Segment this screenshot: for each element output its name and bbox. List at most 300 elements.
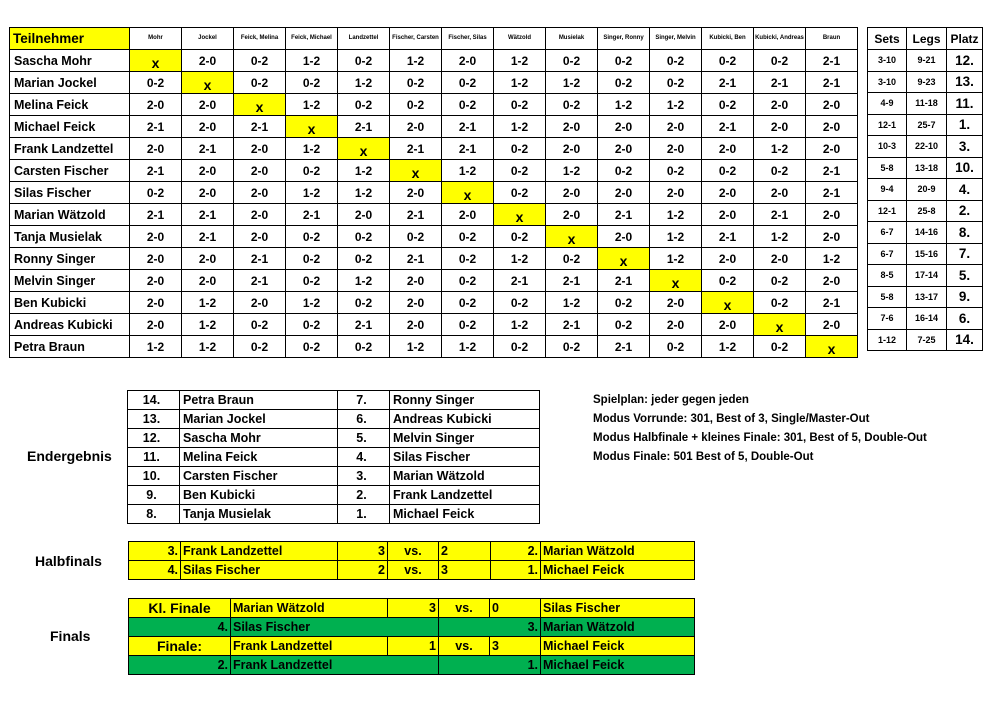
score-cell: 1-2 — [754, 138, 806, 160]
score-cell: 0-2 — [442, 248, 494, 270]
score-cell: 2-0 — [806, 204, 858, 226]
score-cell: 0-2 — [338, 50, 390, 72]
vs-label: vs. — [439, 599, 490, 618]
score-cell: 2-0 — [130, 292, 182, 314]
score-cell: 0-2 — [234, 314, 286, 336]
score-cell: 0-2 — [286, 270, 338, 292]
score-cell: 2-1 — [338, 116, 390, 138]
score-cell: 2-0 — [130, 226, 182, 248]
sets-cell: 10-3 — [868, 136, 907, 158]
column-header: Fischer, Silas — [442, 28, 494, 50]
stats-row — [868, 71, 983, 93]
halbfinal-row — [129, 561, 695, 580]
table-row — [10, 160, 858, 182]
player-name: Ronny Singer — [10, 248, 130, 270]
player-name: Michael Feick — [541, 656, 695, 675]
score-cell: 2-1 — [234, 270, 286, 292]
score-cell: 0-2 — [650, 72, 702, 94]
score-cell: 0-2 — [546, 94, 598, 116]
score-cell: 0-2 — [494, 292, 546, 314]
score-cell: 0-2 — [754, 50, 806, 72]
player-name: Silas Fischer — [181, 561, 338, 580]
column-header: Feick, Melina — [234, 28, 286, 50]
score-cell: 2-1 — [338, 314, 390, 336]
table-row — [10, 314, 858, 336]
stats-row — [868, 222, 983, 244]
score-cell: 2-1 — [130, 204, 182, 226]
score-cell: 0-2 — [754, 160, 806, 182]
player-name: Marian Wätzold — [390, 467, 540, 486]
player-name: Marian Wätzold — [231, 599, 388, 618]
score: 2 — [338, 561, 388, 580]
score-cell: 2-0 — [442, 204, 494, 226]
score-cell: 0-2 — [546, 50, 598, 72]
player-name: Carsten Fischer — [10, 160, 130, 182]
rank: 3. — [439, 618, 541, 637]
self-match-cell: x — [130, 50, 182, 72]
score-cell: 0-2 — [650, 336, 702, 358]
platz-cell: 11. — [947, 93, 983, 115]
score-cell: 2-0 — [390, 270, 442, 292]
rank: 13. — [128, 410, 180, 429]
score-cell: 2-1 — [182, 204, 234, 226]
score-cell: 0-2 — [442, 72, 494, 94]
score-cell: 2-1 — [806, 72, 858, 94]
player-name: Petra Braun — [10, 336, 130, 358]
score-cell: 0-2 — [338, 248, 390, 270]
score-cell: 1-2 — [338, 160, 390, 182]
sets-cell: 6-7 — [868, 243, 907, 265]
player-name: Andreas Kubicki — [10, 314, 130, 336]
score-cell: 2-0 — [650, 292, 702, 314]
score-cell: 2-0 — [754, 182, 806, 204]
table-row — [10, 50, 858, 72]
player-name: Melina Feick — [180, 448, 338, 467]
table-row — [10, 270, 858, 292]
sets-cell: 12-1 — [868, 200, 907, 222]
seed: 4. — [129, 561, 181, 580]
score-cell: 0-2 — [598, 292, 650, 314]
player-name: Marian Wätzold — [541, 542, 695, 561]
sets-cell: 3-10 — [868, 71, 907, 93]
score-cell: 1-2 — [546, 160, 598, 182]
score-cell: 0-2 — [598, 314, 650, 336]
info-line: Spielplan: jeder gegen jeden — [593, 394, 749, 406]
rank: 4. — [338, 448, 390, 467]
player-name: Ben Kubicki — [180, 486, 338, 505]
seed: 3. — [129, 542, 181, 561]
score-cell: 0-2 — [286, 226, 338, 248]
kl-finale-row — [129, 599, 695, 618]
score: 3 — [338, 542, 388, 561]
column-header: Fischer, Carsten — [390, 28, 442, 50]
score-cell: 0-2 — [442, 314, 494, 336]
seed: 2. — [491, 542, 541, 561]
legs-cell: 9-21 — [907, 50, 947, 72]
legs-cell: 9-23 — [907, 71, 947, 93]
score-cell: 0-2 — [494, 94, 546, 116]
self-match-cell: x — [494, 204, 546, 226]
finale-title: Finale: — [129, 637, 231, 656]
score-cell: 2-0 — [806, 138, 858, 160]
column-header: Braun — [806, 28, 858, 50]
column-header: Feick, Michael — [286, 28, 338, 50]
score-cell: 1-2 — [494, 248, 546, 270]
score-cell: 1-2 — [650, 204, 702, 226]
info-line: Modus Halbfinale + kleines Finale: 301, Best of 5, Double-Out — [593, 432, 927, 444]
score-cell: 1-2 — [286, 138, 338, 160]
score-cell: 1-2 — [130, 336, 182, 358]
self-match-cell: x — [286, 116, 338, 138]
round-robin-table — [9, 27, 858, 358]
self-match-cell: x — [234, 94, 286, 116]
column-header: Musielak — [546, 28, 598, 50]
column-header: Kubicki, Ben — [702, 28, 754, 50]
score-cell: 0-2 — [702, 94, 754, 116]
platz-cell: 12. — [947, 50, 983, 72]
player-name: Carsten Fischer — [180, 467, 338, 486]
score-cell: 2-0 — [182, 248, 234, 270]
score-cell: 2-1 — [598, 336, 650, 358]
score-cell: 2-0 — [338, 204, 390, 226]
player-name: Michael Feick — [541, 561, 695, 580]
teilnehmer-header: Teilnehmer — [10, 28, 130, 50]
score-cell: 0-2 — [702, 50, 754, 72]
score-cell: 1-2 — [442, 160, 494, 182]
score-cell: 0-2 — [130, 182, 182, 204]
player-name: Frank Landzettel — [390, 486, 540, 505]
score-cell: 2-1 — [546, 270, 598, 292]
platz-cell: 10. — [947, 157, 983, 179]
score-cell: 0-2 — [286, 248, 338, 270]
stats-row — [868, 179, 983, 201]
score-cell: 2-0 — [806, 94, 858, 116]
stats-row — [868, 329, 983, 351]
score-cell: 0-2 — [234, 336, 286, 358]
self-match-cell: x — [754, 314, 806, 336]
score-cell: 2-1 — [182, 226, 234, 248]
score-cell: 1-2 — [338, 72, 390, 94]
table-row — [10, 116, 858, 138]
score-cell: 2-0 — [234, 182, 286, 204]
score-cell: 2-0 — [650, 182, 702, 204]
finale-result-row — [129, 656, 695, 675]
ranking-row — [128, 505, 540, 524]
score-cell: 2-0 — [442, 50, 494, 72]
rank: 3. — [338, 467, 390, 486]
table-row — [10, 226, 858, 248]
sets-cell: 3-10 — [868, 50, 907, 72]
ranking-row — [128, 486, 540, 505]
legs-cell: 7-25 — [907, 329, 947, 351]
score-cell: 1-2 — [650, 226, 702, 248]
player-name: Michael Feick — [10, 116, 130, 138]
score-cell: 2-1 — [806, 182, 858, 204]
score-cell: 2-0 — [234, 138, 286, 160]
score-cell: 1-2 — [338, 182, 390, 204]
score-cell: 0-2 — [286, 72, 338, 94]
score-cell: 0-2 — [598, 160, 650, 182]
kl-finale-title: Kl. Finale — [129, 599, 231, 618]
score-cell: 2-0 — [390, 116, 442, 138]
score-cell: 1-2 — [286, 50, 338, 72]
score-cell: 0-2 — [286, 160, 338, 182]
stats-row — [868, 243, 983, 265]
score-cell: 1-2 — [494, 116, 546, 138]
score-cell: 2-0 — [182, 50, 234, 72]
table-row — [10, 248, 858, 270]
table-row — [10, 72, 858, 94]
score-cell: 1-2 — [286, 292, 338, 314]
sets-cell: 8-5 — [868, 265, 907, 287]
score-cell: 2-0 — [130, 248, 182, 270]
stats-row — [868, 286, 983, 308]
score-cell: 2-0 — [702, 248, 754, 270]
column-header: Singer, Melvin — [650, 28, 702, 50]
score-cell: 2-0 — [182, 270, 234, 292]
score-cell: 2-0 — [806, 314, 858, 336]
platz-cell: 1. — [947, 114, 983, 136]
self-match-cell: x — [806, 336, 858, 358]
finals-table — [128, 598, 695, 675]
table-row — [10, 204, 858, 226]
vs-label: vs. — [439, 637, 490, 656]
final-ranking-table — [127, 390, 540, 524]
kl-finale-result-row — [129, 618, 695, 637]
score-cell: 2-0 — [390, 182, 442, 204]
player-name: Frank Landzettel — [10, 138, 130, 160]
score-cell: 2-1 — [598, 270, 650, 292]
score-cell: 0-2 — [754, 270, 806, 292]
score-cell: 2-0 — [546, 182, 598, 204]
platz-cell: 5. — [947, 265, 983, 287]
score-cell: 2-1 — [754, 204, 806, 226]
score-cell: 2-0 — [182, 160, 234, 182]
score-cell: 2-1 — [390, 204, 442, 226]
score-cell: 2-0 — [754, 116, 806, 138]
sets-cell: 5-8 — [868, 157, 907, 179]
self-match-cell: x — [702, 292, 754, 314]
score-cell: 2-1 — [546, 314, 598, 336]
score-cell: 2-0 — [234, 204, 286, 226]
score-cell: 1-2 — [494, 50, 546, 72]
player-name: Marian Wätzold — [10, 204, 130, 226]
halbfinal-row — [129, 542, 695, 561]
score-cell: 2-0 — [546, 204, 598, 226]
score-cell: 2-0 — [182, 94, 234, 116]
score-cell: 2-0 — [598, 116, 650, 138]
player-name: Michael Feick — [541, 637, 695, 656]
score-cell: 2-1 — [390, 138, 442, 160]
legs-cell: 17-14 — [907, 265, 947, 287]
rank: 4. — [129, 618, 231, 637]
rank: 2. — [338, 486, 390, 505]
sets-cell: 5-8 — [868, 286, 907, 308]
platz-cell: 7. — [947, 243, 983, 265]
score-cell: 0-2 — [442, 226, 494, 248]
score-cell: 2-1 — [130, 160, 182, 182]
score-cell: 0-2 — [390, 226, 442, 248]
ranking-row — [128, 467, 540, 486]
stats-row — [868, 157, 983, 179]
player-name: Melvin Singer — [10, 270, 130, 292]
score-cell: 1-2 — [702, 336, 754, 358]
info-line: Modus Vorrunde: 301, Best of 3, Single/Master-Out — [593, 413, 870, 425]
stats-header: Sets — [868, 28, 907, 50]
score-cell: 0-2 — [702, 270, 754, 292]
score-cell: 0-2 — [494, 182, 546, 204]
score-cell: 2-0 — [390, 292, 442, 314]
player-name: Marian Jockel — [10, 72, 130, 94]
stats-table — [867, 27, 983, 351]
score-cell: 0-2 — [442, 292, 494, 314]
column-header: Kubicki, Andreas — [754, 28, 806, 50]
player-name: Silas Fischer — [10, 182, 130, 204]
score: 3 — [490, 637, 541, 656]
score: 1 — [388, 637, 439, 656]
ranking-row — [128, 391, 540, 410]
halbfinals-table — [128, 541, 695, 580]
score-cell: 2-1 — [702, 116, 754, 138]
score-cell: 2-1 — [754, 72, 806, 94]
rank: 12. — [128, 429, 180, 448]
legs-cell: 25-7 — [907, 114, 947, 136]
self-match-cell: x — [338, 138, 390, 160]
score-cell: 0-2 — [754, 292, 806, 314]
rank: 6. — [338, 410, 390, 429]
legs-cell: 15-16 — [907, 243, 947, 265]
score-cell: 0-2 — [494, 336, 546, 358]
rank: 2. — [129, 656, 231, 675]
player-name: Silas Fischer — [231, 618, 439, 637]
score-cell: 2-0 — [182, 116, 234, 138]
score-cell: 1-2 — [286, 94, 338, 116]
score-cell: 2-1 — [806, 160, 858, 182]
player-name: Ben Kubicki — [10, 292, 130, 314]
score-cell: 0-2 — [338, 336, 390, 358]
stats-header: Legs — [907, 28, 947, 50]
score-cell: 2-0 — [754, 94, 806, 116]
score-cell: 1-2 — [390, 336, 442, 358]
stats-row — [868, 200, 983, 222]
score-cell: 0-2 — [598, 72, 650, 94]
score-cell: 2-0 — [806, 226, 858, 248]
legs-cell: 14-16 — [907, 222, 947, 244]
player-name: Marian Wätzold — [541, 618, 695, 637]
table-row — [10, 94, 858, 116]
finals-label: Finals — [50, 628, 91, 644]
score-cell: 0-2 — [286, 314, 338, 336]
score-cell: 0-2 — [494, 160, 546, 182]
sets-cell: 12-1 — [868, 114, 907, 136]
sets-cell: 9-4 — [868, 179, 907, 201]
score-cell: 2-1 — [130, 116, 182, 138]
rank: 10. — [128, 467, 180, 486]
score-cell: 1-2 — [182, 336, 234, 358]
score-cell: 1-2 — [338, 270, 390, 292]
player-name: Marian Jockel — [180, 410, 338, 429]
stats-row — [868, 50, 983, 72]
rank: 7. — [338, 391, 390, 410]
score-cell: 2-0 — [806, 116, 858, 138]
score-cell: 2-0 — [390, 314, 442, 336]
score-cell: 2-1 — [442, 116, 494, 138]
player-name: Petra Braun — [180, 391, 338, 410]
stats-row — [868, 114, 983, 136]
ranking-row — [128, 448, 540, 467]
sets-cell: 7-6 — [868, 308, 907, 330]
self-match-cell: x — [650, 270, 702, 292]
player-name: Tanja Musielak — [180, 505, 338, 524]
score-cell: 0-2 — [286, 336, 338, 358]
score: 3 — [439, 561, 491, 580]
table-row — [10, 138, 858, 160]
score-cell: 2-0 — [546, 116, 598, 138]
rank: 1. — [338, 505, 390, 524]
legs-cell: 13-18 — [907, 157, 947, 179]
score-cell: 2-0 — [130, 94, 182, 116]
score-cell: 2-0 — [234, 160, 286, 182]
score-cell: 0-2 — [234, 72, 286, 94]
seed: 1. — [491, 561, 541, 580]
score-cell: 2-1 — [702, 226, 754, 248]
rank: 14. — [128, 391, 180, 410]
sets-cell: 4-9 — [868, 93, 907, 115]
score-cell: 0-2 — [598, 50, 650, 72]
score-cell: 2-0 — [130, 270, 182, 292]
score-cell: 2-1 — [494, 270, 546, 292]
self-match-cell: x — [546, 226, 598, 248]
player-name: Frank Landzettel — [181, 542, 338, 561]
table-row — [10, 336, 858, 358]
score-cell: 0-2 — [338, 292, 390, 314]
vs-label: vs. — [388, 542, 439, 561]
score-cell: 0-2 — [546, 336, 598, 358]
platz-cell: 14. — [947, 329, 983, 351]
table-row — [10, 182, 858, 204]
player-name: Michael Feick — [390, 505, 540, 524]
legs-cell: 13-17 — [907, 286, 947, 308]
header-row — [10, 28, 858, 50]
score-cell: 0-2 — [442, 270, 494, 292]
score-cell: 2-1 — [806, 292, 858, 314]
platz-cell: 13. — [947, 71, 983, 93]
player-name: Melvin Singer — [390, 429, 540, 448]
score-cell: 2-1 — [806, 50, 858, 72]
score-cell: 1-2 — [650, 94, 702, 116]
score-cell: 2-0 — [130, 138, 182, 160]
endergebnis-label: Endergebnis — [27, 448, 112, 464]
score-cell: 0-2 — [338, 94, 390, 116]
player-name: Andreas Kubicki — [390, 410, 540, 429]
score-cell: 1-2 — [494, 314, 546, 336]
rank: 1. — [439, 656, 541, 675]
halbfinals-label: Halbfinals — [35, 553, 102, 569]
score-cell: 0-2 — [650, 160, 702, 182]
stats-row — [868, 308, 983, 330]
vs-label: vs. — [388, 561, 439, 580]
score-cell: 2-0 — [234, 226, 286, 248]
stats-row — [868, 265, 983, 287]
score-cell: 1-2 — [442, 336, 494, 358]
score-cell: 2-0 — [598, 226, 650, 248]
score-cell: 0-2 — [494, 226, 546, 248]
score-cell: 2-0 — [702, 138, 754, 160]
score-cell: 2-1 — [390, 248, 442, 270]
score-cell: 0-2 — [546, 248, 598, 270]
score-cell: 1-2 — [286, 182, 338, 204]
score-cell: 2-0 — [650, 314, 702, 336]
